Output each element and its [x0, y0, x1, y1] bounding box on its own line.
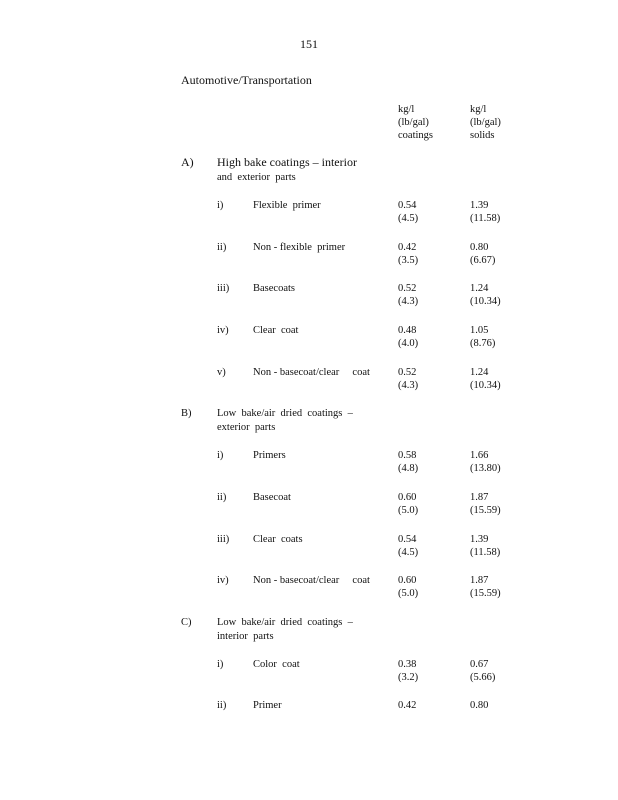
- coatings-kg: 0.60: [398, 575, 417, 586]
- coatings-lb: (5.0): [398, 505, 419, 516]
- solids-lb: (15.59): [470, 588, 501, 599]
- coatings-kg: 0.52: [398, 367, 417, 378]
- coatings-lb: (4.5): [398, 547, 419, 558]
- section-label: A): [181, 155, 194, 169]
- coatings-kg: 0.42: [398, 242, 417, 253]
- solids-lb: (6.67): [470, 255, 496, 266]
- item-number: i): [217, 659, 224, 670]
- page-number: 151: [300, 37, 318, 51]
- section-title: Low bake/air dried coatings –: [217, 617, 353, 628]
- solids-kg: 0.67: [470, 659, 489, 670]
- solids-kg: 1.87: [470, 492, 489, 503]
- solids-kg: 1.39: [470, 200, 489, 211]
- solids-kg: 1.87: [470, 575, 489, 586]
- header-coatings-unit: kg/l: [398, 104, 415, 115]
- item-name: Primers: [253, 450, 286, 461]
- solids-kg: 1.24: [470, 283, 489, 294]
- item-name: Clear coat: [253, 325, 299, 336]
- item-name: Basecoats: [253, 283, 295, 294]
- section-title: Low bake/air dried coatings –: [217, 408, 353, 419]
- coatings-lb: (4.8): [398, 463, 419, 474]
- coatings-kg: 0.58: [398, 450, 417, 461]
- item-number: iv): [217, 325, 229, 336]
- coatings-lb: (4.3): [398, 296, 419, 307]
- item-name: Basecoat: [253, 492, 291, 503]
- header-solids-unit-imperial: (lb/gal): [470, 117, 501, 128]
- coatings-kg: 0.54: [398, 200, 417, 211]
- solids-kg: 1.66: [470, 450, 489, 461]
- solids-lb: (13.80): [470, 463, 501, 474]
- item-name: Flexible primer: [253, 200, 321, 211]
- coatings-lb: (3.2): [398, 672, 419, 683]
- section-label: B): [181, 408, 192, 419]
- coatings-lb: (5.0): [398, 588, 419, 599]
- coatings-lb: (4.3): [398, 380, 419, 391]
- solids-kg: 0.80: [470, 700, 489, 711]
- coatings-lb: (4.5): [398, 213, 419, 224]
- coatings-lb: (4.0): [398, 338, 419, 349]
- section-title: High bake coatings – interior: [217, 155, 357, 169]
- section-title-continued: and exterior parts: [217, 172, 296, 183]
- solids-kg: 1.05: [470, 325, 489, 336]
- section-title-continued: exterior parts: [217, 422, 276, 433]
- solids-lb: (10.34): [470, 296, 501, 307]
- header-solids-label: solids: [470, 130, 495, 141]
- solids-kg: 0.80: [470, 242, 489, 253]
- header-coatings-label: coatings: [398, 130, 433, 141]
- solids-lb: (8.76): [470, 338, 496, 349]
- item-name: Color coat: [253, 659, 300, 670]
- solids-lb: (11.58): [470, 547, 501, 558]
- section-title-continued: interior parts: [217, 631, 274, 642]
- item-number: iii): [217, 283, 230, 294]
- solids-lb: (15.59): [470, 505, 501, 516]
- coatings-kg: 0.52: [398, 283, 417, 294]
- category-heading: Automotive/Transportation: [181, 73, 312, 87]
- header-coatings-unit-imperial: (lb/gal): [398, 117, 429, 128]
- coatings-kg: 0.48: [398, 325, 417, 336]
- item-name: Non - basecoat/clear coat: [253, 575, 370, 586]
- item-number: ii): [217, 492, 227, 503]
- item-name: Primer: [253, 700, 282, 711]
- section-label: C): [181, 617, 192, 628]
- coatings-lb: (3.5): [398, 255, 419, 266]
- solids-lb: (11.58): [470, 213, 501, 224]
- solids-lb: (5.66): [470, 672, 496, 683]
- item-number: iii): [217, 534, 230, 545]
- coatings-kg: 0.54: [398, 534, 417, 545]
- item-name: Clear coats: [253, 534, 303, 545]
- coatings-kg: 0.38: [398, 659, 417, 670]
- header-solids-unit: kg/l: [470, 104, 487, 115]
- item-number: ii): [217, 700, 227, 711]
- item-number: i): [217, 450, 224, 461]
- solids-kg: 1.24: [470, 367, 489, 378]
- coatings-kg: 0.42: [398, 700, 417, 711]
- item-number: iv): [217, 575, 229, 586]
- item-number: i): [217, 200, 224, 211]
- solids-lb: (10.34): [470, 380, 501, 391]
- item-name: Non - flexible primer: [253, 242, 346, 253]
- item-number: ii): [217, 242, 227, 253]
- item-number: v): [217, 367, 226, 378]
- coatings-kg: 0.60: [398, 492, 417, 503]
- solids-kg: 1.39: [470, 534, 489, 545]
- item-name: Non - basecoat/clear coat: [253, 367, 370, 378]
